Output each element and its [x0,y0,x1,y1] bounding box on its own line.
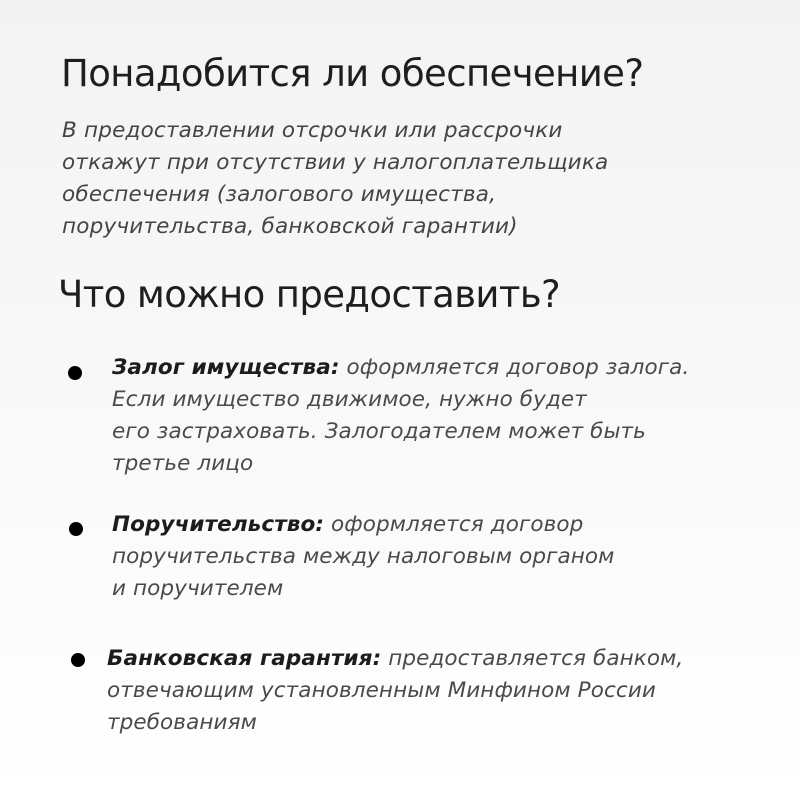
bullet-icon [69,522,83,536]
intro-line: обеспечения (залогового имущества, [62,182,497,207]
list-item-line: его застраховать. Залогодателем может быть [112,419,646,444]
bullet-icon [68,366,82,380]
list-item-first-line [107,643,683,675]
list-item-text: предоставляется банком, [381,646,684,671]
list-item-term: Поручительство: [112,512,325,537]
list-item-term: Залог имущества: [112,355,340,380]
intro-line: поручительства, банковской гарантии) [62,214,518,239]
intro-line: откажут при отсутствии у налогоплательщика [62,150,609,175]
list-item-text: оформляется договор [324,512,584,537]
list-item-pledge [112,352,689,480]
list-item-first-line [112,509,614,541]
list-item-line: Если имущество движимое, нужно будет [112,387,587,412]
list-item-text: оформляется договор залога. [339,355,690,380]
heading-security-needed: Понадобится ли обеспечение? [61,52,644,95]
intro-line: В предоставлении отсрочки или рассрочки [62,118,563,143]
list-item-line: и поручителем [112,576,284,601]
list-item-term: Банковская гарантия: [107,646,382,671]
list-item-line: поручительства между налоговым органом [112,544,615,569]
list-item-bank-guarantee [107,643,683,739]
intro-paragraph [62,115,702,243]
list-item-line: отвечающим установленным Минфином России [107,678,656,703]
bullet-icon [71,653,85,667]
list-item-first-line [112,352,689,384]
heading-what-to-provide: Что можно предоставить? [58,273,561,316]
list-item-line: требованиям [107,710,257,735]
list-item-surety [112,509,614,605]
list-item-line: третье лицо [112,451,254,476]
